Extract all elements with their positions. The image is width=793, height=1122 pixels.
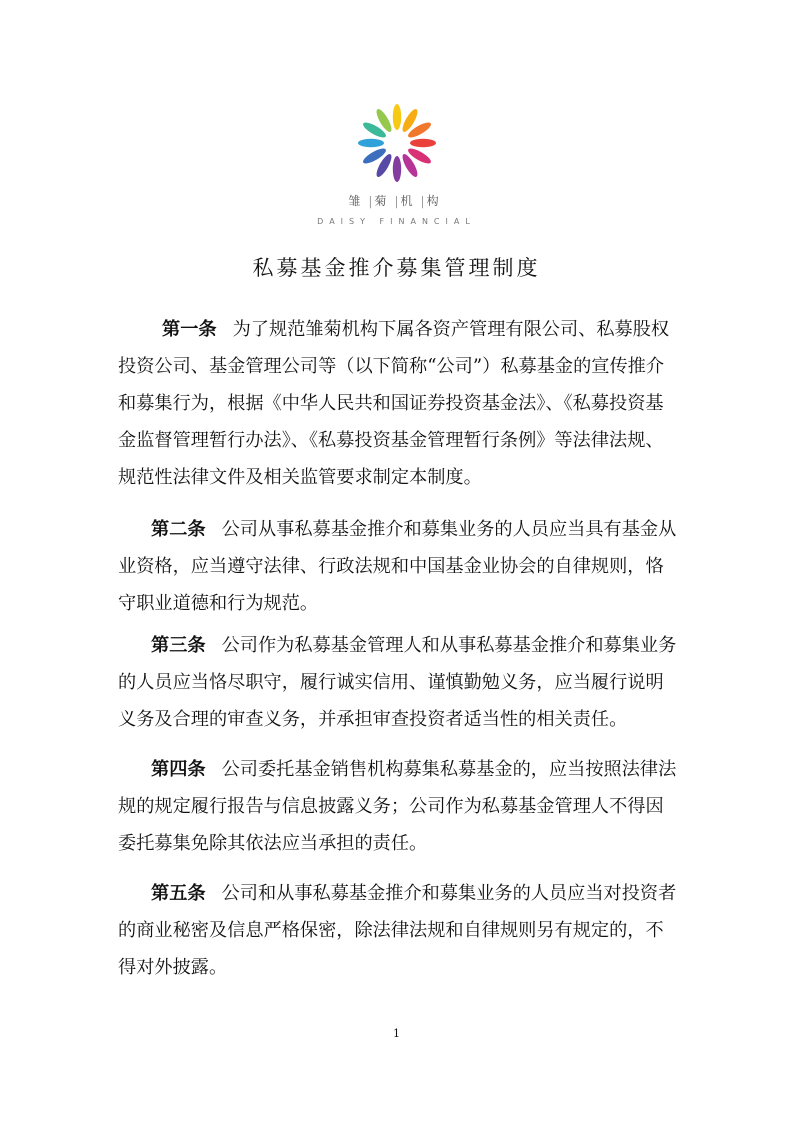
article-4 bbox=[118, 751, 678, 862]
article-body: 公司作为私募基金管理人和从事私募基金推介和募集业务的人员应当恪尽职守，履行诚实信用、谨慎勤勉义务，应当履行说明义务及合理的审查义务，并承担审查投资者适当性的相关责任。 bbox=[118, 635, 677, 730]
article-body: 公司和从事私募基金推介和募集业务的人员应当对投资者的商业秘密及信息严格保密，除法律法规和自律规则另有规定的，不得对外披露。 bbox=[118, 883, 677, 978]
logo-petal bbox=[358, 139, 384, 147]
brand-name-en: DAISY FINANCIAL bbox=[317, 217, 476, 226]
article-heading: 第一条 bbox=[162, 319, 217, 340]
brand-name-cn: 雏 | 菊 | 机 | 构 bbox=[348, 194, 445, 208]
article-2 bbox=[118, 511, 678, 622]
daisy-logo bbox=[0, 98, 793, 188]
logo-petal bbox=[410, 139, 436, 147]
brand-char: 机 bbox=[400, 194, 419, 208]
article-body: 公司委托基金销售机构募集私募基金的，应当按照法律法规的规定履行报告与信息披露义务；公司作为私募基金管理人不得因委托募集免除其依法应当承担的责任。 bbox=[118, 759, 677, 854]
brand-char: 雏 bbox=[348, 194, 367, 208]
page-number: 1 bbox=[393, 1027, 400, 1040]
article-heading: 第二条 bbox=[151, 519, 206, 540]
brand-char: 构 bbox=[426, 194, 445, 208]
article-body: 为了规范雏菊机构下属各资产管理有限公司、私募股权投资公司、基金管理公司等（以下简称“公司”）私募基金的宣传推介和募集行为，根据《中华人民共和国证券投资基金法》、《私募投资基金监督管理暂行办法》、《私募投资基金管理暂行条例》等法律法规、规范性法律文件及相关监管要求制定本制度。 bbox=[118, 319, 670, 488]
article-heading: 第五条 bbox=[151, 883, 206, 904]
article-5 bbox=[118, 875, 678, 986]
article-body: 公司从事私募基金推介和募集业务的人员应当具有基金从业资格，应当遵守法律、行政法规和中国基金业协会的自律规则，恪守职业道德和行为规范。 bbox=[118, 519, 677, 614]
article-heading: 第四条 bbox=[151, 759, 206, 780]
document-title: 私募基金推介募集管理制度 bbox=[252, 256, 541, 280]
article-heading: 第三条 bbox=[151, 635, 206, 656]
logo-petal bbox=[392, 156, 400, 182]
brand-char: 菊 bbox=[374, 194, 393, 208]
article-1 bbox=[118, 311, 678, 496]
article-3 bbox=[118, 627, 678, 738]
logo-petal bbox=[392, 104, 400, 130]
daisy-flower-icon bbox=[352, 98, 442, 188]
